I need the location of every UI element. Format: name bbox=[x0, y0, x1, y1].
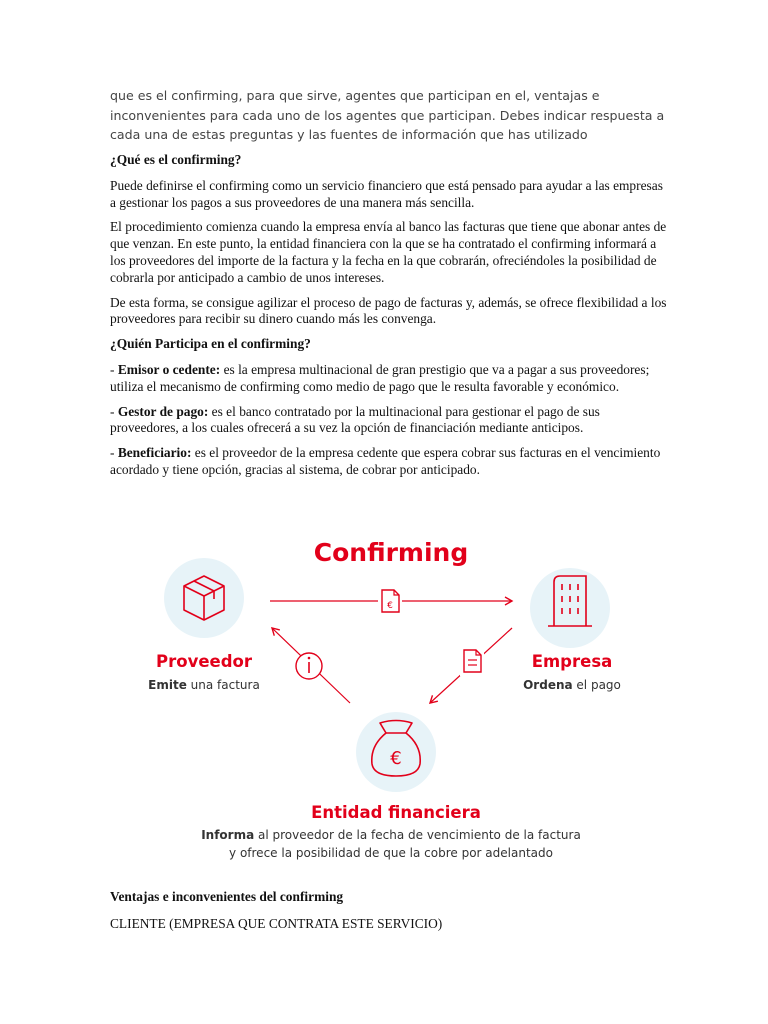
assignment-prompt: que es el confirming, para que sirve, agentes que participan en el, ventajas e inconvenientes para cada uno de los agentes que participan. Debes indicar respuesta a cada una de estas preguntas y las fuentes de información que has utilizado bbox=[110, 88, 665, 142]
empresa-title: Empresa bbox=[531, 652, 613, 671]
participant-item: - Gestor de pago: es el banco contratado por la multinacional para gestionar el pago de sus proveedores, a los cuales ofrecerá a su vez la opción de financiación mediante anticipos. bbox=[110, 403, 600, 436]
participant-item: - Emisor o cedente: es la empresa multinacional de gran prestigio que va a pagar a sus proveedores; utiliza el mecanismo de confirming como medio de pago que le resulta favorable y económico. bbox=[110, 361, 650, 394]
svg-text:€: € bbox=[387, 601, 393, 611]
paragraph: Puede definirse el confirming como un servicio financiero que está pensado para ayudar a las empresas a gestionar los pagos a sus proveedores de una manera más sencilla. bbox=[110, 177, 663, 210]
entidad-title: Entidad financiera bbox=[311, 803, 481, 822]
heading-que-es: ¿Qué es el confirming? bbox=[110, 152, 242, 167]
paragraph: De esta forma, se consigue agilizar el proceso de pago de facturas y, además, se ofrece flexibilidad a los proveedores para recibir su dinero cuando más les convenga. bbox=[110, 294, 667, 327]
participant-item: - Beneficiario: es el proveedor de la empresa cedente que espera cobrar sus facturas en el vencimiento acordado y tiene opción, gracias al sistema, de cobrar por anticipado. bbox=[110, 445, 661, 477]
document-footer-section bbox=[110, 888, 670, 932]
euro-document-icon bbox=[378, 586, 402, 616]
heading-ventajas: Ventajas e inconvenientes del confirming bbox=[110, 889, 344, 904]
proveedor-title: Proveedor bbox=[156, 652, 252, 671]
document-icon bbox=[460, 646, 484, 676]
document-body bbox=[110, 152, 670, 487]
proveedor-subtitle: Emite una factura bbox=[148, 678, 260, 692]
info-icon bbox=[296, 653, 322, 679]
subheading-cliente: CLIENTE (EMPRESA QUE CONTRATA ESTE SERVICIO) bbox=[110, 916, 443, 931]
participant-term: Beneficiario: bbox=[117, 445, 192, 461]
diagram-title: Confirming bbox=[313, 538, 469, 567]
heading-quien-participa: ¿Quién Participa en el confirming? bbox=[110, 336, 311, 352]
empresa-subtitle: Ordena el pago bbox=[523, 678, 621, 692]
svg-text:€: € bbox=[390, 748, 402, 769]
participant-term: Emisor o cedente: bbox=[117, 361, 221, 377]
entidad-subtitle-line2: y ofrece la posibilidad de que la cobre por adelantado bbox=[229, 846, 553, 860]
paragraph: El procedimiento comienza cuando la empresa envía al banco las facturas que tiene que abonar antes de que venzan. En este punto, la entidad financiera con la que se ha contratado el confirming informará a los proveedores del importe de la factura y la fecha en la que cobrarán, ofreciéndoles la posibilidad de cobrarla por anticipado a cambio de unos intereses. bbox=[110, 219, 667, 285]
confirming-diagram bbox=[140, 528, 630, 868]
entidad-subtitle-line1: Informa al proveedor de la fecha de vencimiento de la factura bbox=[201, 828, 581, 842]
participant-term: Gestor de pago: bbox=[117, 403, 209, 419]
